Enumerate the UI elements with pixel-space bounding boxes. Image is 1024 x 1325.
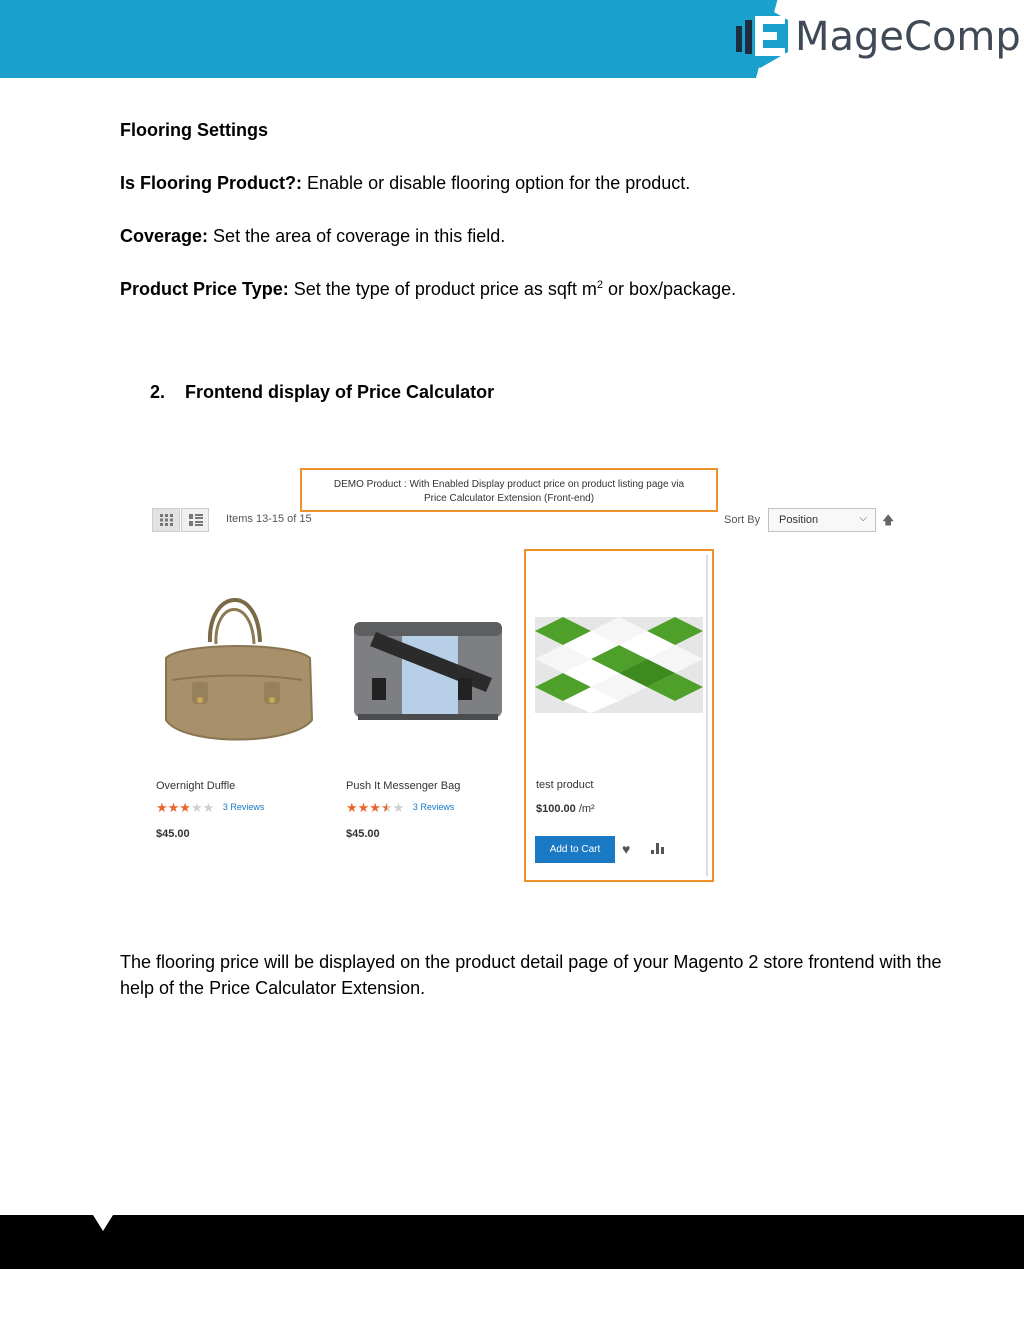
magecomp-logo-icon	[730, 4, 790, 68]
add-to-cart-button[interactable]: Add to Cart	[535, 836, 615, 863]
price-amount: $100.00	[536, 803, 576, 815]
price-unit: /m²	[575, 803, 595, 815]
demo-note-line-1: DEMO Product : With Enabled Display product price on product listing page via	[333, 479, 685, 490]
label-price-type: Product Price Type:	[120, 279, 289, 299]
footer-bar	[0, 1215, 1024, 1269]
product-name[interactable]: test product	[536, 779, 594, 791]
compare-icon[interactable]	[651, 843, 665, 854]
paragraph-price-type	[120, 276, 736, 302]
star-full-icon: ★★★	[156, 800, 191, 815]
label-flooring-product: Is Flooring Product?:	[120, 173, 302, 193]
logo-text: MageComp	[795, 14, 1021, 60]
label-coverage: Coverage:	[120, 226, 209, 246]
paragraph-flooring-product	[120, 170, 690, 196]
reviews-link[interactable]: 3 Reviews	[222, 802, 265, 812]
highlighted-product-frame	[524, 549, 714, 882]
closing-paragraph: The flooring price will be displayed on the product detail page of your Magento 2 store frontend with the help of the Price Calculator Extension.	[120, 952, 942, 998]
sort-by-label: Sort By	[724, 514, 761, 526]
demo-note-line-2: Price Calculator Extension (Front-end)	[423, 493, 595, 504]
star-empty-icon: ★	[392, 800, 405, 815]
items-count: Items 13-15 of 15	[226, 513, 312, 525]
grid-view-button[interactable]	[152, 508, 180, 532]
heading-number: 2.	[150, 382, 166, 402]
product-rating	[156, 800, 264, 816]
text-price-type-before: Set the type of product price as sqft m	[293, 279, 597, 299]
chevron-down-icon: ⌵	[859, 513, 867, 524]
footer-triangle-icon	[93, 1215, 113, 1231]
highlight-inner-border	[530, 555, 708, 876]
heart-icon[interactable]: ♥	[622, 841, 631, 857]
text-flooring-product: Enable or disable flooring option for the product.	[307, 173, 691, 193]
star-full-icon: ★★★	[346, 800, 381, 815]
duffle-bag-image[interactable]	[152, 570, 322, 760]
list-icon	[189, 514, 203, 526]
superscript: 2	[596, 279, 604, 291]
star-half-icon: ★	[380, 800, 393, 815]
messenger-bag-image[interactable]	[342, 570, 512, 760]
reviews-link[interactable]: 3 Reviews	[412, 802, 455, 812]
sort-direction-arrow-icon[interactable]: 🡅	[882, 513, 895, 527]
product-name[interactable]: Push It Messenger Bag	[346, 780, 461, 792]
list-view-button[interactable]	[181, 508, 209, 532]
star-empty-icon: ★★	[190, 800, 215, 815]
product-price: $45.00	[156, 828, 190, 840]
demo-note	[300, 468, 718, 512]
product-price	[536, 803, 595, 815]
product-price: $45.00	[346, 828, 380, 840]
grid-icon	[160, 514, 174, 526]
sort-value: Position	[779, 514, 819, 526]
text-coverage: Set the area of coverage in this field.	[213, 226, 506, 246]
numbered-heading	[150, 382, 494, 403]
flooring-tiles-image[interactable]	[535, 617, 703, 713]
heading-text: Frontend display of Price Calculator	[185, 382, 495, 402]
sort-select[interactable]	[768, 508, 876, 532]
product-name[interactable]: Overnight Duffle	[156, 780, 236, 792]
paragraph-coverage	[120, 223, 505, 249]
section-title: Flooring Settings	[120, 120, 268, 140]
text-price-type-after: or box/package.	[603, 279, 737, 299]
product-rating	[346, 800, 454, 816]
